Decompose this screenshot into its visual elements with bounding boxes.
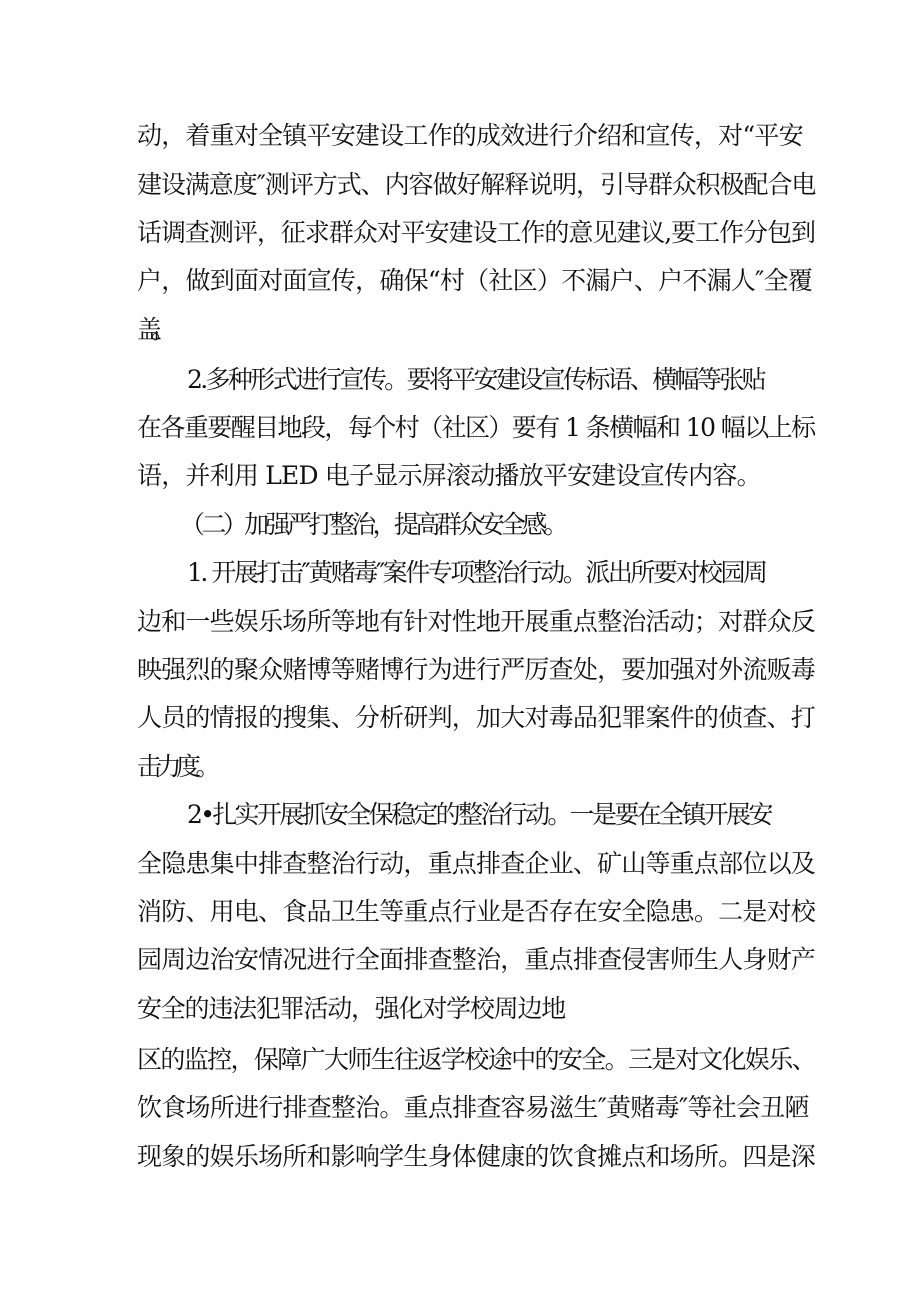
- paragraph-3-line-1: 1. 开展打击″黄赌毒″案件专项整治行动。派出所要对校园周: [187, 558, 766, 587]
- text-line-18: 园周边治安情况进行全面排查整治，重点排查侵害师生人身财产: [137, 945, 816, 974]
- text-line-1: 动，着重对全镇平安建设工作的成效进行介绍和宣传，对“平安: [137, 121, 803, 150]
- text-line-7: 在各重要醒目地段，每个村（社区）要有 1 条横幅和 10 幅以上标: [137, 413, 815, 442]
- text-line-19: 安全的违法犯罪活动，强化对学校周边地: [137, 994, 566, 1023]
- paragraph-2-line-1: 2.多种形式进行宣传。要将平安建设宣传标语、横幅等张贴: [187, 365, 764, 394]
- text-line-16: 全隐患集中排查整治行动，重点排查企业、矿山等重点部位以及: [137, 849, 816, 878]
- text-line-12: 映强烈的聚众赌博等赌博行为进行严厉查处，要加强对外流贩毒: [137, 655, 816, 684]
- text-line-4: 户，做到面对面宣传，确保“村（社区）不漏户、户不漏人″全覆: [137, 266, 813, 295]
- text-line-3: 话调查测评，征求群众对平安建设工作的意见建议,要工作分包到: [137, 218, 815, 247]
- text-line-2: 建设满意度″测评方式、内容做好解释说明，引导群众积极配合电: [137, 170, 816, 199]
- paragraph-4-line-1: 2•扎实开展抓安全保稳定的整治行动。一是要在全镇开展安: [187, 800, 771, 829]
- text-line-14: 击力度。: [137, 752, 216, 781]
- text-line-22: 现象的娱乐场所和影响学生身体健康的饮食摊点和场所。四是深: [137, 1142, 816, 1171]
- text-line-17: 消防、用电、食品卫生等重点行业是否存在安全隐患。二是对校: [137, 897, 816, 926]
- text-line-5: 盖。: [137, 315, 166, 344]
- text-line-20: 区的监控，保障广大师生往返学校途中的安全。三是对文化娱乐、: [137, 1045, 816, 1074]
- text-line-8: 语，并利用 LED 电子显示屏滚动播放平安建设宣传内容。: [137, 461, 761, 490]
- text-line-21: 饮食场所进行排查整治。重点排查容易滋生″黄赌毒″等社会丑陋: [137, 1093, 809, 1122]
- section-heading: （二）加强严打整治，提高群众安全感。: [180, 510, 566, 539]
- text-line-11: 边和一些娱乐场所等地有针对性地开展重点整治活动；对群众反: [137, 607, 816, 636]
- text-line-13: 人员的情报的搜集、分析研判，加大对毒品犯罪案件的侦查、打: [137, 703, 816, 732]
